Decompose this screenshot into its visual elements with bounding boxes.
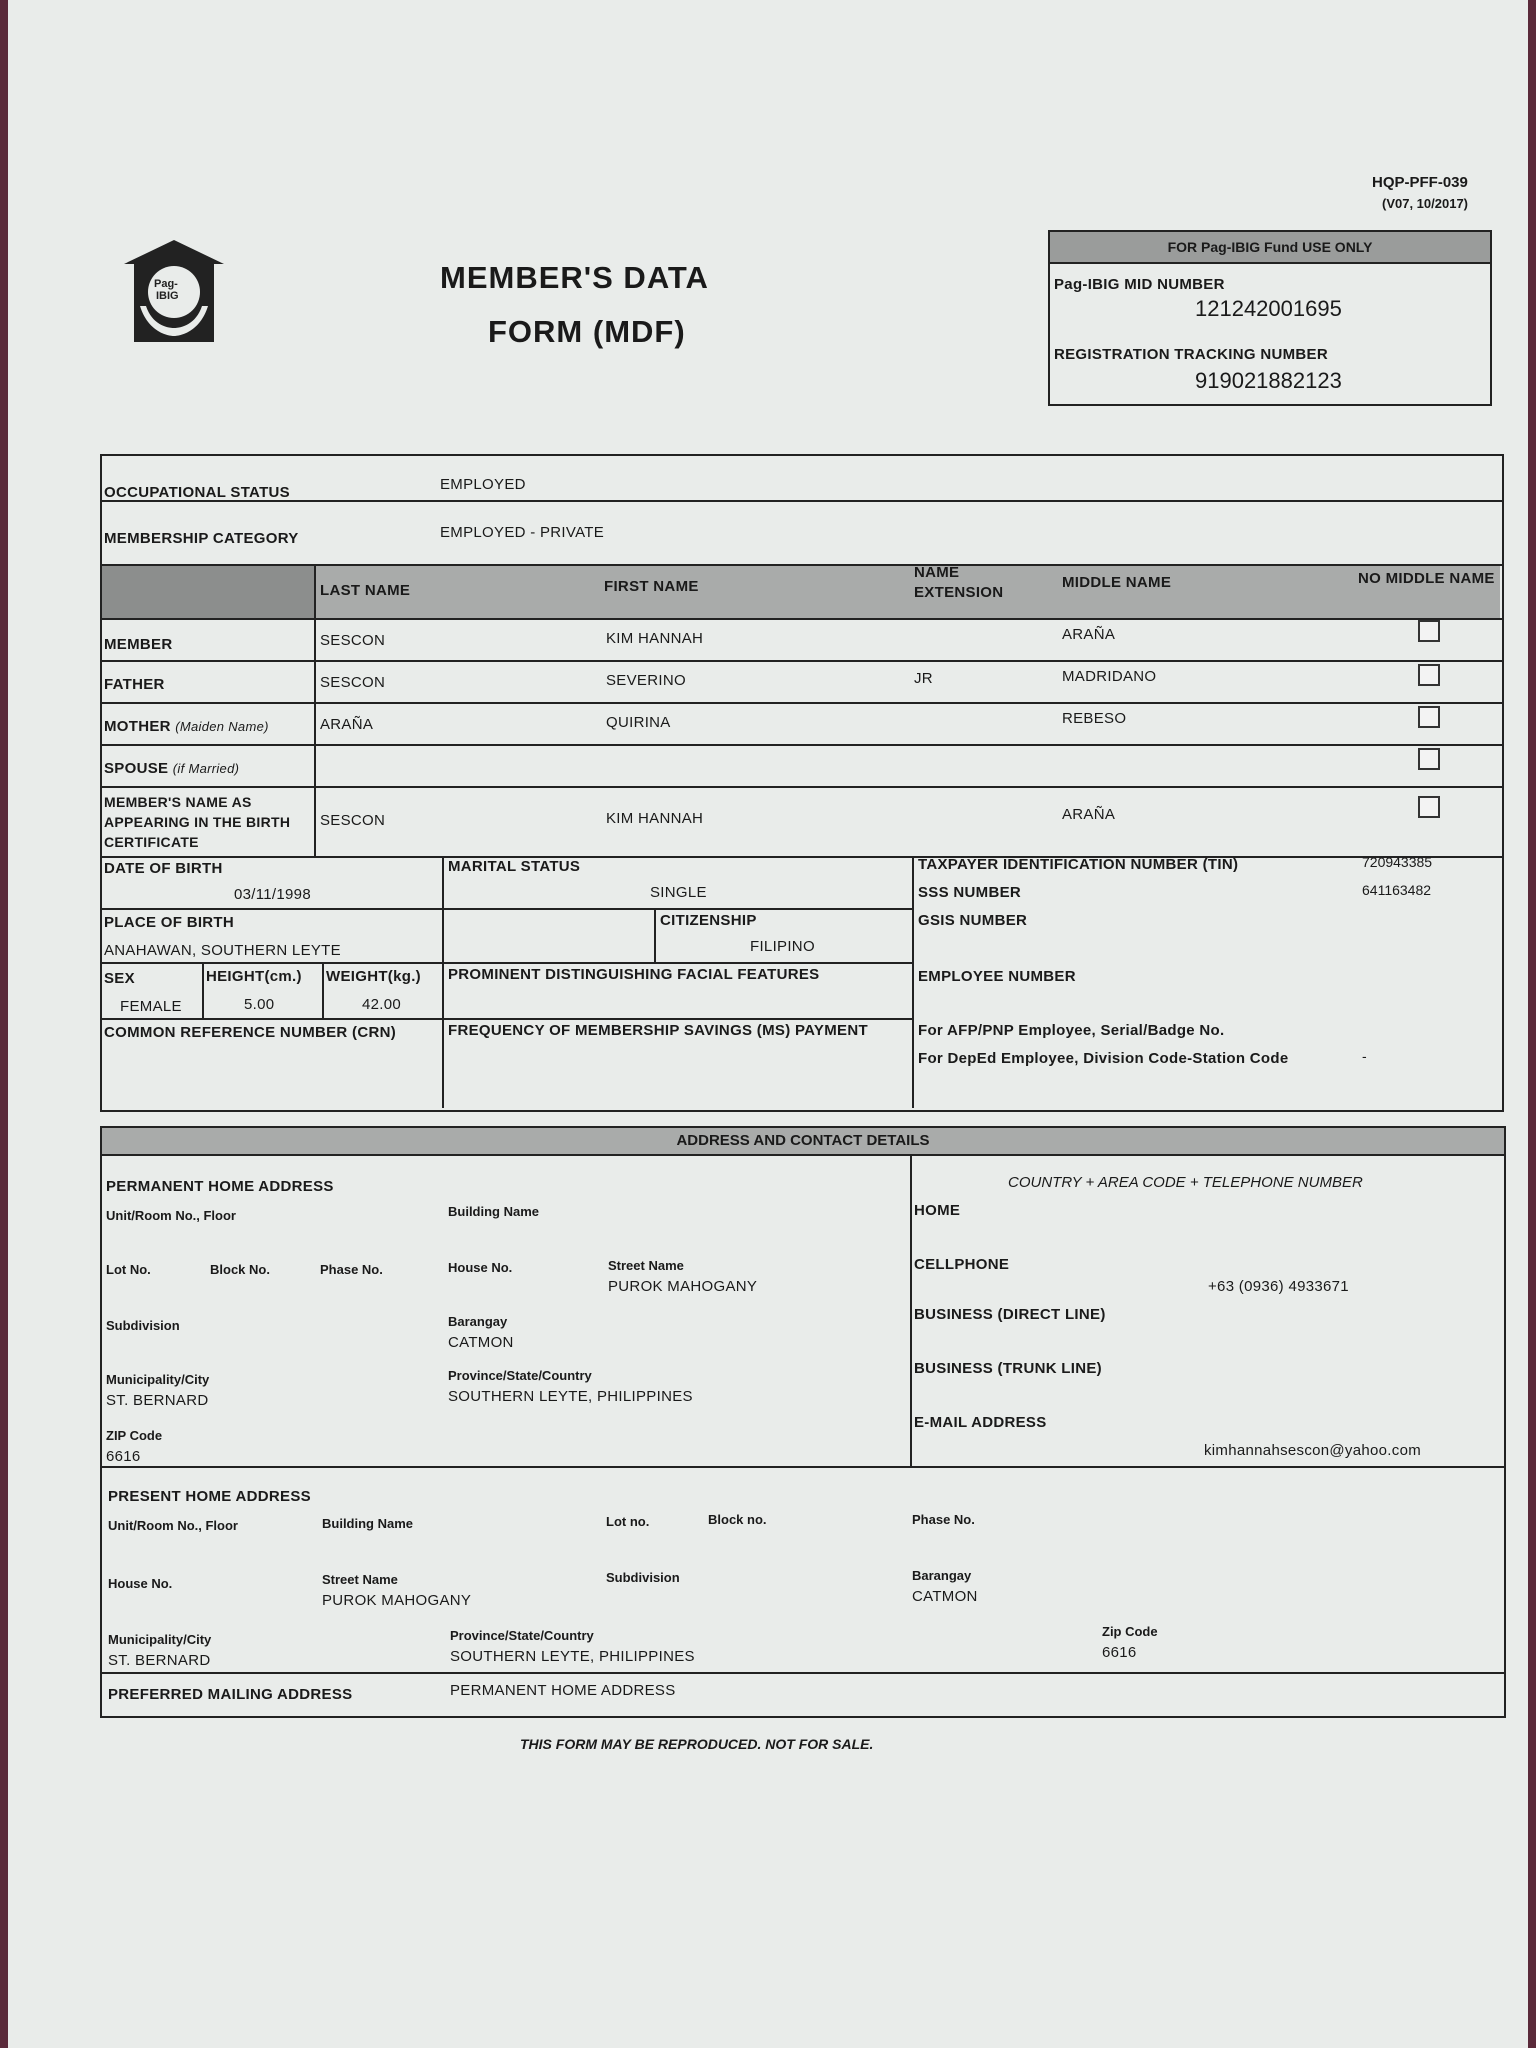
present-street-label: Street Name <box>322 1572 398 1587</box>
business-direct-label: BUSINESS (DIRECT LINE) <box>914 1306 1106 1323</box>
present-municipality-value: ST. BERNARD <box>108 1652 211 1669</box>
birth-no-middle-checkbox[interactable] <box>1418 796 1440 818</box>
rule <box>100 1018 912 1020</box>
form-code: HQP-PFF-039 <box>1372 174 1468 191</box>
perm-lot-label: Lot No. <box>106 1262 151 1277</box>
member-last: SESCON <box>320 632 386 649</box>
rtn-value: 919021882123 <box>1195 368 1342 393</box>
sss-value: 641163482 <box>1362 882 1432 898</box>
address-header: ADDRESS AND CONTACT DETAILS <box>102 1128 1504 1156</box>
rule <box>100 962 912 964</box>
rule <box>314 564 316 858</box>
logo-text-2: IBIG <box>156 290 179 302</box>
father-first: SEVERINO <box>606 672 686 689</box>
sss-label: SSS NUMBER <box>918 884 1022 901</box>
birth-name-label-1: MEMBER'S NAME AS <box>104 794 252 810</box>
employee-number-label: EMPLOYEE NUMBER <box>918 968 1076 985</box>
perm-block-label: Block No. <box>210 1262 270 1277</box>
occupational-status-value: EMPLOYED <box>440 476 526 493</box>
spouse-label <box>104 760 239 777</box>
personal-data-table <box>100 454 1504 1112</box>
header-ext-1: NAME <box>914 564 960 581</box>
mother-label <box>104 718 269 735</box>
membership-category-value: EMPLOYED - PRIVATE <box>440 524 605 541</box>
birth-first: KIM HANNAH <box>606 810 704 827</box>
citizenship-label: CITIZENSHIP <box>660 912 757 929</box>
mailing-label: PREFERRED MAILING ADDRESS <box>108 1686 353 1703</box>
business-trunk-label: BUSINESS (TRUNK LINE) <box>914 1360 1102 1377</box>
sex-value: FEMALE <box>120 998 182 1015</box>
title-line-1: MEMBER'S DATA <box>440 260 709 295</box>
present-unit-label: Unit/Room No., Floor <box>108 1518 238 1533</box>
present-block-label: Block no. <box>708 1512 767 1527</box>
pob-value: ANAHAWAN, SOUTHERN LEYTE <box>104 942 341 959</box>
name-header-corner <box>102 566 314 618</box>
present-province-label: Province/State/Country <box>450 1628 594 1643</box>
gsis-label: GSIS NUMBER <box>918 912 1028 929</box>
title-line-2: FORM (MDF) <box>488 314 686 349</box>
rule <box>100 500 1502 502</box>
cellphone-value: +63 (0936) 4933671 <box>1208 1278 1349 1295</box>
present-barangay-label: Barangay <box>912 1568 972 1583</box>
weight-label: WEIGHT(kg.) <box>326 968 421 985</box>
father-ext: JR <box>914 670 933 687</box>
present-barangay-value: CATMON <box>912 1588 978 1605</box>
perm-municipality-value: ST. BERNARD <box>106 1392 209 1409</box>
dob-value: 03/11/1998 <box>234 886 311 903</box>
height-value: 5.00 <box>244 996 275 1013</box>
rule <box>100 702 1502 704</box>
crn-label: COMMON REFERENCE NUMBER (CRN) <box>104 1024 397 1041</box>
rule <box>442 856 444 1108</box>
father-middle: MADRIDANO <box>1062 668 1157 685</box>
header-no-middle: NO MIDDLE NAME <box>1358 570 1495 587</box>
rule <box>100 908 912 910</box>
mother-first: QUIRINA <box>606 714 671 731</box>
marital-value: SINGLE <box>650 884 707 901</box>
spouse-label-note: (if Married) <box>172 761 240 776</box>
contact-header: COUNTRY + AREA CODE + TELEPHONE NUMBER <box>1008 1174 1363 1191</box>
present-house-label: House No. <box>108 1576 173 1591</box>
height-label: HEIGHT(cm.) <box>206 968 302 985</box>
dob-label: DATE OF BIRTH <box>104 860 223 877</box>
header-last-name: LAST NAME <box>320 582 411 599</box>
perm-street-label: Street Name <box>608 1258 684 1273</box>
rtn-label: REGISTRATION TRACKING NUMBER <box>1054 346 1328 363</box>
rule <box>202 962 204 1018</box>
mother-middle: REBESO <box>1062 710 1127 727</box>
mother-last: ARAÑA <box>320 716 374 733</box>
pag-ibig-logo <box>118 236 230 348</box>
present-lot-label: Lot no. <box>606 1514 650 1529</box>
cellphone-label: CELLPHONE <box>914 1256 1010 1273</box>
citizenship-value: FILIPINO <box>750 938 815 955</box>
perm-zip-value: 6616 <box>106 1448 141 1465</box>
spouse-label-text: SPOUSE <box>104 760 169 777</box>
rule <box>100 744 1502 746</box>
mid-value: 121242001695 <box>1195 296 1342 321</box>
member-no-middle-checkbox[interactable] <box>1418 620 1440 642</box>
perm-street-value: PUROK MAHOGANY <box>608 1278 758 1295</box>
perm-subdivision-label: Subdivision <box>106 1318 180 1333</box>
member-label: MEMBER <box>104 636 173 653</box>
present-building-label: Building Name <box>322 1516 414 1531</box>
rule <box>100 660 1502 662</box>
present-zip-label: Zip Code <box>1102 1624 1158 1639</box>
rule <box>100 786 1502 788</box>
occupational-status-label: OCCUPATIONAL STATUS <box>104 484 290 501</box>
home-phone-label: HOME <box>914 1202 961 1219</box>
header-ext-2: EXTENSION <box>914 584 1004 601</box>
birth-middle: ARAÑA <box>1062 806 1116 823</box>
pob-label: PLACE OF BIRTH <box>104 914 235 931</box>
footer-note: THIS FORM MAY BE REPRODUCED. NOT FOR SALE. <box>520 1736 874 1752</box>
father-last: SESCON <box>320 674 386 691</box>
present-phase-label: Phase No. <box>912 1512 975 1527</box>
present-address-label: PRESENT HOME ADDRESS <box>108 1488 311 1505</box>
deped-value: - <box>1362 1048 1367 1064</box>
marital-label: MARITAL STATUS <box>448 858 581 875</box>
perm-barangay-value: CATMON <box>448 1334 514 1351</box>
membership-category-label: MEMBERSHIP CATEGORY <box>104 530 299 547</box>
birth-name-label-2: APPEARING IN THE BIRTH <box>104 814 291 830</box>
perm-municipality-label: Municipality/City <box>106 1372 210 1387</box>
rule <box>654 908 656 964</box>
member-first: KIM HANNAH <box>606 630 704 647</box>
rule <box>910 1156 912 1468</box>
deped-label: For DepEd Employee, Division Code-Station Code <box>918 1050 1289 1067</box>
perm-unit-label: Unit/Room No., Floor <box>106 1208 236 1223</box>
perm-zip-label: ZIP Code <box>106 1428 163 1443</box>
rule <box>322 962 324 1018</box>
email-value: kimhannahsescon@yahoo.com <box>1204 1442 1422 1459</box>
present-municipality-label: Municipality/City <box>108 1632 212 1647</box>
perm-province-value: SOUTHERN LEYTE, PHILIPPINES <box>448 1388 693 1405</box>
rule <box>100 618 1502 620</box>
header-first-name: FIRST NAME <box>604 578 699 595</box>
rule <box>100 856 1502 858</box>
perm-barangay-label: Barangay <box>448 1314 508 1329</box>
perm-building-label: Building Name <box>448 1204 540 1219</box>
afp-pnp-label: For AFP/PNP Employee, Serial/Badge No. <box>918 1022 1225 1039</box>
father-no-middle-checkbox[interactable] <box>1418 664 1440 686</box>
form-paper <box>8 0 1528 2048</box>
form-version: (V07, 10/2017) <box>1382 196 1469 211</box>
rule <box>100 1466 1504 1468</box>
tin-label: TAXPAYER IDENTIFICATION NUMBER (TIN) <box>918 856 1239 873</box>
weight-value: 42.00 <box>362 996 402 1013</box>
rule <box>912 856 914 1108</box>
perm-house-label: House No. <box>448 1260 513 1275</box>
present-province-value: SOUTHERN LEYTE, PHILIPPINES <box>450 1648 695 1665</box>
rule <box>100 1672 1504 1674</box>
logo-text-1: Pag- <box>154 278 178 290</box>
birth-name-label-3: CERTIFICATE <box>104 834 199 850</box>
fund-use-header: FOR Pag-IBIG Fund USE ONLY <box>1050 232 1490 264</box>
perm-phase-label: Phase No. <box>320 1262 383 1277</box>
birth-last: SESCON <box>320 812 386 829</box>
spouse-no-middle-checkbox[interactable] <box>1418 748 1440 770</box>
frequency-label: FREQUENCY OF MEMBERSHIP SAVINGS (MS) PAYMENT <box>448 1022 868 1039</box>
email-label: E-MAIL ADDRESS <box>914 1414 1047 1431</box>
present-zip-value: 6616 <box>1102 1644 1137 1661</box>
mother-label-text: MOTHER <box>104 718 171 735</box>
mailing-value: PERMANENT HOME ADDRESS <box>450 1682 676 1699</box>
mother-label-note: (Maiden Name) <box>175 719 269 734</box>
tin-value: 720943385 <box>1362 854 1433 870</box>
present-street-value: PUROK MAHOGANY <box>322 1592 472 1609</box>
father-label: FATHER <box>104 676 165 693</box>
mother-no-middle-checkbox[interactable] <box>1418 706 1440 728</box>
present-subdivision-label: Subdivision <box>606 1570 680 1585</box>
fund-use-box <box>1048 230 1492 406</box>
member-middle: ARAÑA <box>1062 626 1116 643</box>
mid-label: Pag-IBIG MID NUMBER <box>1054 276 1225 293</box>
header-middle-name: MIDDLE NAME <box>1062 574 1172 591</box>
permanent-address-label: PERMANENT HOME ADDRESS <box>106 1178 334 1195</box>
sex-label: SEX <box>104 970 135 987</box>
address-table <box>100 1126 1506 1718</box>
features-label: PROMINENT DISTINGUISHING FACIAL FEATURES <box>448 966 820 983</box>
perm-province-label: Province/State/Country <box>448 1368 592 1383</box>
